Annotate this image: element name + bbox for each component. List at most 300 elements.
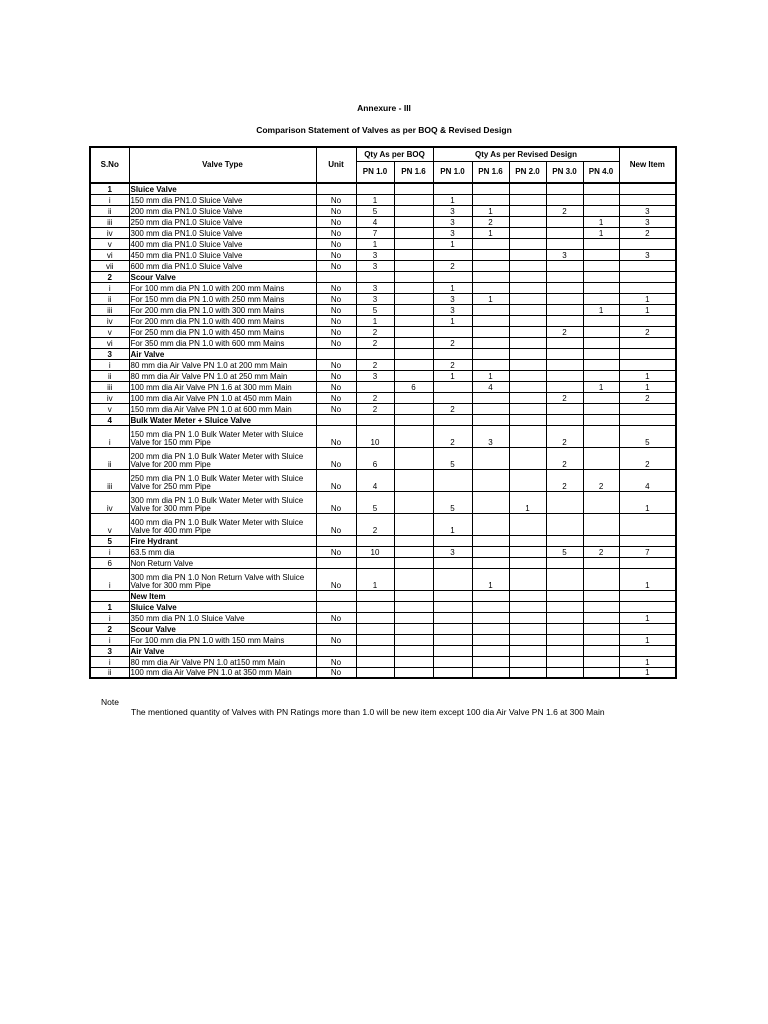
cell-rev-pn20: [509, 205, 546, 216]
cell-boq-pn16: [394, 535, 433, 546]
cell-boq-pn10: 2: [356, 403, 394, 414]
cell-boq-pn16: [394, 557, 433, 568]
cell-rev-pn10: [433, 667, 472, 678]
cell-boq-pn16: [394, 656, 433, 667]
cell-sno: i: [90, 612, 129, 623]
note-label: Note: [101, 697, 119, 707]
cell-sno: i: [90, 282, 129, 293]
cell-rev-pn10: [433, 623, 472, 634]
cell-valve-type: 100 mm dia Air Valve PN 1.6 at 300 mm Main: [129, 381, 316, 392]
cell-boq-pn16: [394, 326, 433, 337]
cell-rev-pn10: 1: [433, 315, 472, 326]
cell-new-item: 1: [619, 634, 676, 645]
cell-new-item: [619, 238, 676, 249]
cell-rev-pn40: [583, 601, 619, 612]
cell-boq-pn10: [356, 656, 394, 667]
cell-valve-type: For 200 mm dia PN 1.0 with 300 mm Mains: [129, 304, 316, 315]
cell-rev-pn30: 2: [546, 326, 583, 337]
section-row: [90, 535, 676, 546]
table-row: [90, 667, 676, 678]
cell-rev-pn30: [546, 304, 583, 315]
cell-rev-pn30: [546, 183, 583, 194]
cell-rev-pn10: 2: [433, 425, 472, 447]
cell-rev-pn16: 2: [472, 216, 509, 227]
valve-comparison-table: [89, 146, 677, 679]
cell-rev-pn30: [546, 370, 583, 381]
cell-sno: ii: [90, 293, 129, 304]
cell-new-item: [619, 590, 676, 601]
cell-rev-pn40: 2: [583, 546, 619, 557]
header-boq-pn16: PN 1.6: [394, 162, 433, 184]
cell-rev-pn10: 2: [433, 260, 472, 271]
cell-rev-pn10: [433, 348, 472, 359]
cell-sno: i: [90, 359, 129, 370]
cell-valve-type: 250 mm dia PN1.0 Sluice Valve: [129, 216, 316, 227]
cell-rev-pn16: [472, 601, 509, 612]
cell-unit: No: [316, 216, 356, 227]
cell-boq-pn10: 1: [356, 315, 394, 326]
cell-unit: [316, 645, 356, 656]
cell-rev-pn10: 1: [433, 238, 472, 249]
cell-rev-pn30: 5: [546, 546, 583, 557]
cell-unit: No: [316, 260, 356, 271]
cell-rev-pn20: [509, 667, 546, 678]
cell-valve-type: 400 mm dia PN1.0 Sluice Valve: [129, 238, 316, 249]
cell-new-item: 3: [619, 205, 676, 216]
section-row: [90, 348, 676, 359]
cell-rev-pn16: [472, 535, 509, 546]
cell-new-item: 2: [619, 392, 676, 403]
cell-rev-pn16: [472, 656, 509, 667]
header-rev-pn30: PN 3.0: [546, 162, 583, 184]
cell-rev-pn20: [509, 183, 546, 194]
cell-sno: i: [90, 656, 129, 667]
cell-rev-pn30: [546, 216, 583, 227]
cell-valve-type: 80 mm dia Air Valve PN 1.0 at 250 mm Main: [129, 370, 316, 381]
table-row: [90, 381, 676, 392]
cell-new-item: [619, 557, 676, 568]
cell-boq-pn16: [394, 469, 433, 491]
cell-sno: iii: [90, 216, 129, 227]
cell-rev-pn16: [472, 623, 509, 634]
cell-rev-pn30: [546, 656, 583, 667]
cell-boq-pn16: [394, 601, 433, 612]
cell-rev-pn16: 1: [472, 205, 509, 216]
cell-rev-pn40: [583, 557, 619, 568]
cell-valve-type: New Item: [129, 590, 316, 601]
cell-rev-pn20: [509, 656, 546, 667]
cell-rev-pn10: 1: [433, 513, 472, 535]
cell-rev-pn20: [509, 557, 546, 568]
cell-valve-type: Sluice Valve: [129, 183, 316, 194]
cell-rev-pn10: [433, 612, 472, 623]
cell-rev-pn20: [509, 348, 546, 359]
cell-rev-pn40: [583, 326, 619, 337]
cell-rev-pn30: [546, 403, 583, 414]
cell-boq-pn10: [356, 348, 394, 359]
cell-boq-pn16: [394, 568, 433, 590]
cell-rev-pn16: [472, 667, 509, 678]
cell-sno: v: [90, 326, 129, 337]
cell-rev-pn40: [583, 491, 619, 513]
cell-rev-pn10: 2: [433, 403, 472, 414]
cell-boq-pn16: [394, 337, 433, 348]
note-text: The mentioned quantity of Valves with PN Ratings more than 1.0 will be new item except 100 dia Air Valve PN 1.6 at 300 Main: [131, 707, 605, 717]
cell-boq-pn16: [394, 612, 433, 623]
cell-rev-pn20: [509, 326, 546, 337]
cell-boq-pn16: [394, 359, 433, 370]
cell-boq-pn10: 6: [356, 447, 394, 469]
cell-boq-pn10: 2: [356, 513, 394, 535]
cell-rev-pn20: [509, 304, 546, 315]
cell-rev-pn20: [509, 392, 546, 403]
cell-boq-pn10: [356, 667, 394, 678]
table-row: [90, 370, 676, 381]
cell-valve-type: 80 mm dia Air Valve PN 1.0 at 200 mm Main: [129, 359, 316, 370]
cell-rev-pn20: [509, 238, 546, 249]
cell-valve-type: 150 mm dia PN1.0 Sluice Valve: [129, 194, 316, 205]
cell-unit: No: [316, 403, 356, 414]
cell-boq-pn16: [394, 194, 433, 205]
cell-boq-pn16: [394, 216, 433, 227]
table-row: [90, 469, 676, 491]
cell-rev-pn16: [472, 590, 509, 601]
cell-valve-type: 200 mm dia PN 1.0 Bulk Water Meter with Sluice Valve for 200 mm Pipe: [129, 447, 316, 469]
cell-rev-pn30: 2: [546, 425, 583, 447]
cell-rev-pn30: 3: [546, 249, 583, 260]
table-row: [90, 205, 676, 216]
table-row: [90, 557, 676, 568]
cell-rev-pn16: [472, 392, 509, 403]
cell-new-item: [619, 403, 676, 414]
cell-valve-type: Sluice Valve: [129, 601, 316, 612]
table-row: [90, 293, 676, 304]
cell-sno: iii: [90, 381, 129, 392]
cell-boq-pn16: [394, 392, 433, 403]
cell-new-item: 1: [619, 491, 676, 513]
cell-valve-type: Bulk Water Meter + Sluice Valve: [129, 414, 316, 425]
cell-unit: [316, 348, 356, 359]
cell-boq-pn10: [356, 612, 394, 623]
cell-new-item: 1: [619, 370, 676, 381]
cell-unit: No: [316, 491, 356, 513]
cell-rev-pn30: [546, 590, 583, 601]
cell-valve-type: For 100 mm dia PN 1.0 with 150 mm Mains: [129, 634, 316, 645]
cell-rev-pn40: [583, 315, 619, 326]
cell-valve-type: 600 mm dia PN1.0 Sluice Valve: [129, 260, 316, 271]
cell-rev-pn16: [472, 447, 509, 469]
cell-rev-pn30: [546, 568, 583, 590]
cell-new-item: [619, 513, 676, 535]
cell-new-item: 1: [619, 293, 676, 304]
cell-new-item: [619, 601, 676, 612]
cell-boq-pn10: 3: [356, 370, 394, 381]
cell-rev-pn16: [472, 271, 509, 282]
table-row: [90, 194, 676, 205]
cell-valve-type: Non Return Valve: [129, 557, 316, 568]
cell-rev-pn10: 2: [433, 359, 472, 370]
cell-rev-pn16: 1: [472, 227, 509, 238]
cell-rev-pn10: 1: [433, 194, 472, 205]
cell-sno: iv: [90, 491, 129, 513]
cell-rev-pn30: [546, 513, 583, 535]
cell-sno: ii: [90, 205, 129, 216]
cell-rev-pn30: [546, 634, 583, 645]
cell-sno: iii: [90, 469, 129, 491]
cell-rev-pn20: [509, 260, 546, 271]
cell-rev-pn10: 5: [433, 447, 472, 469]
cell-sno: 2: [90, 623, 129, 634]
cell-rev-pn30: [546, 381, 583, 392]
cell-rev-pn20: [509, 469, 546, 491]
cell-rev-pn40: [583, 634, 619, 645]
cell-boq-pn16: [394, 546, 433, 557]
cell-new-item: [619, 260, 676, 271]
cell-boq-pn10: [356, 535, 394, 546]
cell-boq-pn10: 10: [356, 425, 394, 447]
cell-rev-pn30: [546, 535, 583, 546]
cell-rev-pn16: [472, 315, 509, 326]
cell-sno: vii: [90, 260, 129, 271]
cell-valve-type: For 200 mm dia PN 1.0 with 400 mm Mains: [129, 315, 316, 326]
cell-unit: No: [316, 667, 356, 678]
cell-rev-pn16: 1: [472, 370, 509, 381]
cell-rev-pn10: [433, 568, 472, 590]
cell-boq-pn16: 6: [394, 381, 433, 392]
table-row: [90, 634, 676, 645]
cell-valve-type: 80 mm dia Air Valve PN 1.0 at150 mm Main: [129, 656, 316, 667]
table-row: [90, 513, 676, 535]
cell-unit: No: [316, 546, 356, 557]
cell-rev-pn40: 1: [583, 381, 619, 392]
cell-new-item: [619, 194, 676, 205]
cell-boq-pn10: 1: [356, 194, 394, 205]
cell-rev-pn40: 1: [583, 304, 619, 315]
cell-sno: ii: [90, 667, 129, 678]
cell-rev-pn20: [509, 590, 546, 601]
cell-rev-pn20: [509, 227, 546, 238]
table-row: [90, 546, 676, 557]
cell-unit: No: [316, 315, 356, 326]
header-rev-pn40: PN 4.0: [583, 162, 619, 184]
cell-rev-pn10: [433, 249, 472, 260]
table-row: [90, 337, 676, 348]
cell-unit: No: [316, 249, 356, 260]
cell-new-item: 7: [619, 546, 676, 557]
cell-sno: 1: [90, 183, 129, 194]
table-row: [90, 282, 676, 293]
cell-valve-type: For 100 mm dia PN 1.0 with 200 mm Mains: [129, 282, 316, 293]
cell-unit: [316, 535, 356, 546]
cell-boq-pn10: [356, 634, 394, 645]
cell-rev-pn20: [509, 546, 546, 557]
table-row: [90, 315, 676, 326]
table-row: [90, 216, 676, 227]
cell-rev-pn30: [546, 271, 583, 282]
cell-sno: i: [90, 634, 129, 645]
cell-boq-pn16: [394, 491, 433, 513]
cell-boq-pn16: [394, 238, 433, 249]
cell-rev-pn20: [509, 337, 546, 348]
cell-boq-pn10: 3: [356, 293, 394, 304]
cell-rev-pn40: [583, 656, 619, 667]
header-rev-pn10: PN 1.0: [433, 162, 472, 184]
cell-new-item: 3: [619, 216, 676, 227]
cell-rev-pn40: 2: [583, 469, 619, 491]
cell-rev-pn10: [433, 601, 472, 612]
cell-boq-pn10: 2: [356, 326, 394, 337]
cell-sno: vi: [90, 249, 129, 260]
cell-sno: 5: [90, 535, 129, 546]
cell-boq-pn10: [356, 557, 394, 568]
cell-boq-pn10: 1: [356, 238, 394, 249]
cell-new-item: 1: [619, 612, 676, 623]
cell-valve-type: For 250 mm dia PN 1.0 with 450 mm Mains: [129, 326, 316, 337]
cell-rev-pn16: [472, 491, 509, 513]
cell-rev-pn40: [583, 513, 619, 535]
section-row: [90, 590, 676, 601]
cell-valve-type: Fire Hydrant: [129, 535, 316, 546]
cell-boq-pn10: 4: [356, 216, 394, 227]
cell-rev-pn30: [546, 623, 583, 634]
cell-rev-pn30: [546, 557, 583, 568]
cell-boq-pn16: [394, 425, 433, 447]
cell-rev-pn10: [433, 645, 472, 656]
cell-boq-pn10: [356, 590, 394, 601]
cell-rev-pn40: 1: [583, 216, 619, 227]
cell-valve-type: 200 mm dia PN1.0 Sluice Valve: [129, 205, 316, 216]
cell-rev-pn10: [433, 326, 472, 337]
cell-rev-pn40: [583, 535, 619, 546]
cell-boq-pn16: [394, 227, 433, 238]
cell-sno: ii: [90, 370, 129, 381]
cell-boq-pn10: 10: [356, 546, 394, 557]
document-title: Comparison Statement of Valves as per BOQ & Revised Design: [256, 125, 512, 135]
cell-boq-pn10: 5: [356, 491, 394, 513]
cell-rev-pn40: 1: [583, 227, 619, 238]
cell-rev-pn30: [546, 491, 583, 513]
cell-boq-pn10: 7: [356, 227, 394, 238]
cell-rev-pn30: 2: [546, 392, 583, 403]
cell-boq-pn16: [394, 513, 433, 535]
cell-sno: 2: [90, 271, 129, 282]
section-row: [90, 183, 676, 194]
cell-rev-pn40: [583, 370, 619, 381]
cell-boq-pn10: 3: [356, 249, 394, 260]
cell-rev-pn30: [546, 348, 583, 359]
cell-rev-pn30: 2: [546, 205, 583, 216]
cell-sno: v: [90, 513, 129, 535]
cell-rev-pn10: 3: [433, 227, 472, 238]
cell-rev-pn10: [433, 535, 472, 546]
cell-rev-pn30: [546, 601, 583, 612]
cell-rev-pn40: [583, 623, 619, 634]
cell-new-item: [619, 337, 676, 348]
cell-rev-pn40: [583, 260, 619, 271]
cell-unit: [316, 183, 356, 194]
cell-boq-pn16: [394, 282, 433, 293]
cell-rev-pn10: 5: [433, 491, 472, 513]
cell-unit: [316, 414, 356, 425]
cell-rev-pn16: [472, 348, 509, 359]
cell-rev-pn40: [583, 414, 619, 425]
cell-rev-pn30: [546, 282, 583, 293]
cell-rev-pn20: 1: [509, 491, 546, 513]
table-row: [90, 403, 676, 414]
cell-valve-type: 300 mm dia PN1.0 Sluice Valve: [129, 227, 316, 238]
cell-rev-pn20: [509, 623, 546, 634]
cell-boq-pn16: [394, 293, 433, 304]
section-row: [90, 645, 676, 656]
cell-rev-pn30: [546, 359, 583, 370]
cell-valve-type: 350 mm dia PN 1.0 Sluice Valve: [129, 612, 316, 623]
cell-new-item: 1: [619, 656, 676, 667]
cell-rev-pn10: [433, 271, 472, 282]
cell-sno: i: [90, 425, 129, 447]
cell-sno: 3: [90, 348, 129, 359]
cell-new-item: 1: [619, 667, 676, 678]
cell-valve-type: For 350 mm dia PN 1.0 with 600 mm Mains: [129, 337, 316, 348]
cell-rev-pn30: [546, 293, 583, 304]
cell-rev-pn20: [509, 403, 546, 414]
cell-rev-pn20: [509, 634, 546, 645]
cell-rev-pn16: [472, 260, 509, 271]
cell-rev-pn20: [509, 425, 546, 447]
cell-rev-pn20: [509, 447, 546, 469]
cell-rev-pn40: [583, 447, 619, 469]
cell-rev-pn16: [472, 546, 509, 557]
cell-sno: ii: [90, 447, 129, 469]
cell-rev-pn20: [509, 216, 546, 227]
cell-rev-pn40: [583, 359, 619, 370]
cell-rev-pn20: [509, 414, 546, 425]
cell-sno: i: [90, 568, 129, 590]
cell-rev-pn10: 3: [433, 216, 472, 227]
cell-rev-pn16: [472, 282, 509, 293]
cell-sno: v: [90, 238, 129, 249]
header-unit: Unit: [316, 147, 356, 183]
cell-rev-pn10: [433, 557, 472, 568]
cell-new-item: 5: [619, 425, 676, 447]
cell-rev-pn16: [472, 194, 509, 205]
table-row: [90, 227, 676, 238]
cell-new-item: 1: [619, 381, 676, 392]
cell-valve-type: Scour Valve: [129, 623, 316, 634]
cell-unit: No: [316, 337, 356, 348]
cell-boq-pn10: 2: [356, 337, 394, 348]
cell-new-item: [619, 359, 676, 370]
cell-valve-type: 300 mm dia PN 1.0 Bulk Water Meter with Sluice Valve for 300 mm Pipe: [129, 491, 316, 513]
cell-boq-pn16: [394, 403, 433, 414]
cell-unit: No: [316, 205, 356, 216]
cell-rev-pn20: [509, 568, 546, 590]
cell-rev-pn20: [509, 194, 546, 205]
cell-rev-pn16: 4: [472, 381, 509, 392]
cell-unit: No: [316, 568, 356, 590]
cell-valve-type: 100 mm dia Air Valve PN 1.0 at 450 mm Main: [129, 392, 316, 403]
cell-sno: 1: [90, 601, 129, 612]
cell-sno: 3: [90, 645, 129, 656]
cell-rev-pn40: [583, 403, 619, 414]
cell-unit: No: [316, 293, 356, 304]
cell-boq-pn16: [394, 260, 433, 271]
header-qty-revised: Qty As per Revised Design: [433, 147, 619, 162]
table-row: [90, 656, 676, 667]
cell-unit: No: [316, 425, 356, 447]
cell-unit: No: [316, 634, 356, 645]
cell-rev-pn20: [509, 513, 546, 535]
cell-rev-pn20: [509, 381, 546, 392]
